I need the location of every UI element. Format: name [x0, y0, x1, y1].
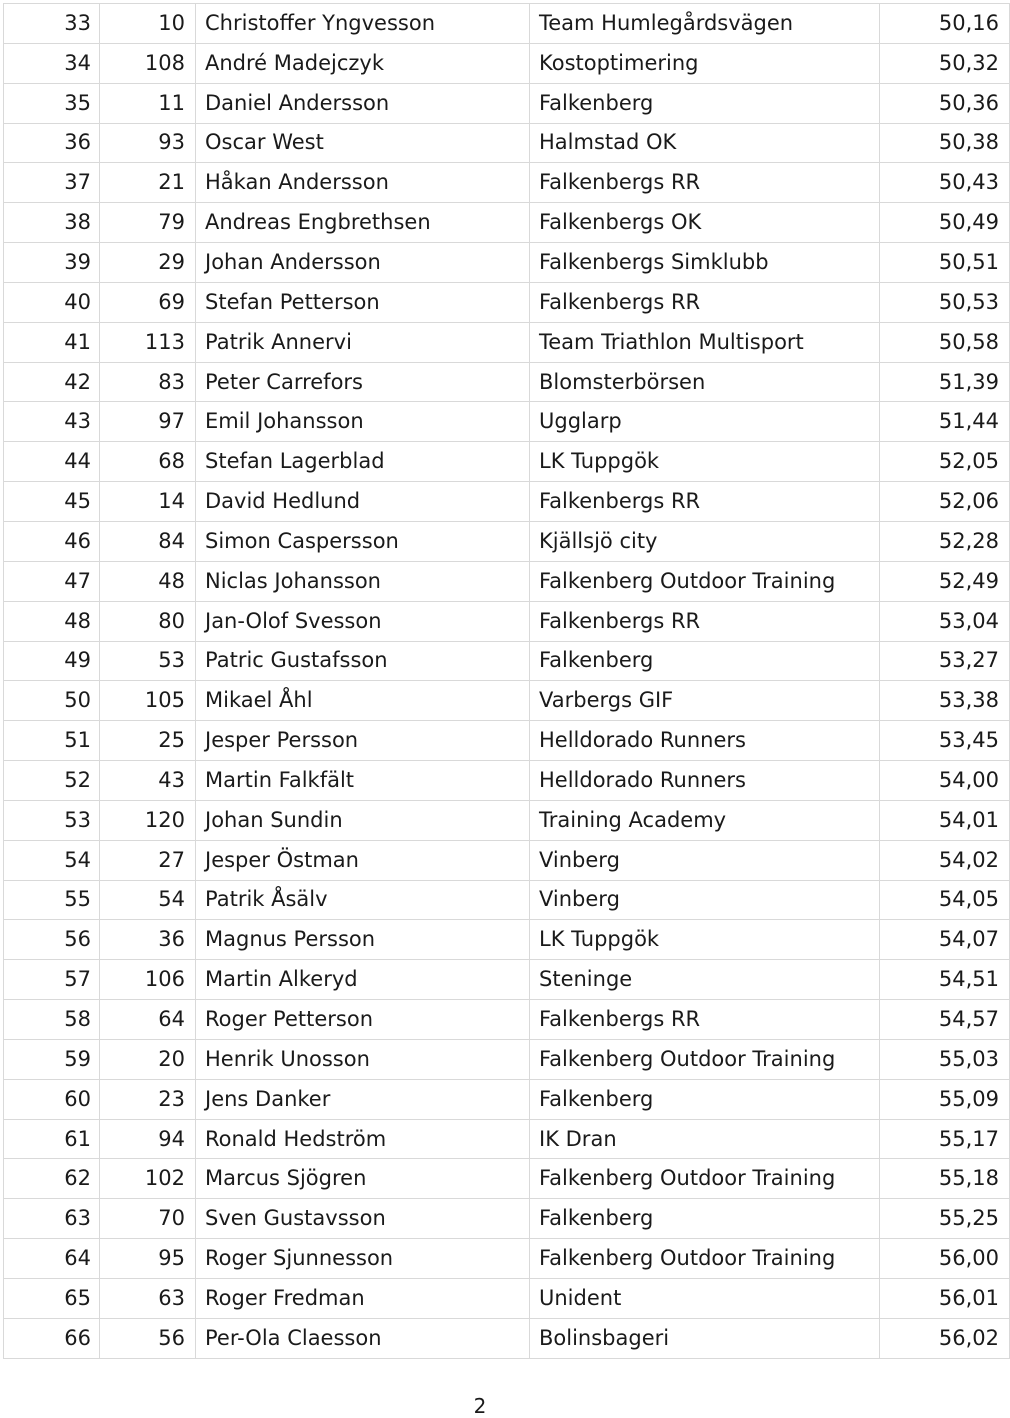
- club-cell: Falkenberg: [530, 1199, 880, 1239]
- runner-name-cell: Ronald Hedström: [196, 1119, 530, 1159]
- place-cell: 60: [4, 1079, 100, 1119]
- finish-time-cell: 56,00: [880, 1239, 1010, 1279]
- bib-number-cell: 105: [100, 681, 196, 721]
- runner-name-cell: Oscar West: [196, 123, 530, 163]
- finish-time-cell: 50,51: [880, 243, 1010, 283]
- bib-number-cell: 56: [100, 1318, 196, 1358]
- club-cell: Falkenberg Outdoor Training: [530, 1239, 880, 1279]
- table-row: [4, 163, 1010, 203]
- bib-number-cell: 106: [100, 960, 196, 1000]
- bib-number-cell: 79: [100, 203, 196, 243]
- finish-time-cell: 52,05: [880, 442, 1010, 482]
- runner-name-cell: Stefan Petterson: [196, 282, 530, 322]
- club-cell: Varbergs GIF: [530, 681, 880, 721]
- finish-time-cell: 55,09: [880, 1079, 1010, 1119]
- club-cell: Halmstad OK: [530, 123, 880, 163]
- club-cell: LK Tuppgök: [530, 442, 880, 482]
- runner-name-cell: Mikael Åhl: [196, 681, 530, 721]
- table-row: [4, 960, 1010, 1000]
- runner-name-cell: Jan-Olof Svesson: [196, 601, 530, 641]
- table-row: [4, 1318, 1010, 1358]
- bib-number-cell: 25: [100, 721, 196, 761]
- club-cell: Unident: [530, 1279, 880, 1319]
- club-cell: Vinberg: [530, 840, 880, 880]
- table-row: [4, 721, 1010, 761]
- runner-name-cell: Marcus Sjögren: [196, 1159, 530, 1199]
- table-row: [4, 761, 1010, 801]
- table-row: [4, 123, 1010, 163]
- page-number: 2: [473, 1394, 487, 1418]
- place-cell: 53: [4, 800, 100, 840]
- runner-name-cell: Roger Sjunnesson: [196, 1239, 530, 1279]
- place-cell: 35: [4, 83, 100, 123]
- place-cell: 56: [4, 920, 100, 960]
- runner-name-cell: Magnus Persson: [196, 920, 530, 960]
- runner-name-cell: Daniel Andersson: [196, 83, 530, 123]
- results-table-body: [4, 4, 1010, 1359]
- place-cell: 51: [4, 721, 100, 761]
- bib-number-cell: 23: [100, 1079, 196, 1119]
- place-cell: 43: [4, 402, 100, 442]
- club-cell: Falkenberg: [530, 83, 880, 123]
- table-row: [4, 282, 1010, 322]
- bib-number-cell: 29: [100, 243, 196, 283]
- club-cell: Team Triathlon Multisport: [530, 322, 880, 362]
- runner-name-cell: Håkan Andersson: [196, 163, 530, 203]
- bib-number-cell: 95: [100, 1239, 196, 1279]
- place-cell: 47: [4, 561, 100, 601]
- finish-time-cell: 56,01: [880, 1279, 1010, 1319]
- table-row: [4, 641, 1010, 681]
- club-cell: Falkenbergs RR: [530, 601, 880, 641]
- finish-time-cell: 56,02: [880, 1318, 1010, 1358]
- runner-name-cell: Simon Caspersson: [196, 521, 530, 561]
- place-cell: 41: [4, 322, 100, 362]
- place-cell: 62: [4, 1159, 100, 1199]
- bib-number-cell: 69: [100, 282, 196, 322]
- place-cell: 66: [4, 1318, 100, 1358]
- bib-number-cell: 68: [100, 442, 196, 482]
- club-cell: Team Humlegårdsvägen: [530, 4, 880, 44]
- table-row: [4, 4, 1010, 44]
- bib-number-cell: 43: [100, 761, 196, 801]
- table-row: [4, 43, 1010, 83]
- bib-number-cell: 80: [100, 601, 196, 641]
- runner-name-cell: Emil Johansson: [196, 402, 530, 442]
- place-cell: 59: [4, 1039, 100, 1079]
- finish-time-cell: 51,39: [880, 362, 1010, 402]
- runner-name-cell: Peter Carrefors: [196, 362, 530, 402]
- place-cell: 61: [4, 1119, 100, 1159]
- finish-time-cell: 54,02: [880, 840, 1010, 880]
- club-cell: LK Tuppgök: [530, 920, 880, 960]
- runner-name-cell: Jens Danker: [196, 1079, 530, 1119]
- finish-time-cell: 52,28: [880, 521, 1010, 561]
- runner-name-cell: André Madejczyk: [196, 43, 530, 83]
- runner-name-cell: Stefan Lagerblad: [196, 442, 530, 482]
- table-row: [4, 1159, 1010, 1199]
- finish-time-cell: 55,03: [880, 1039, 1010, 1079]
- place-cell: 37: [4, 163, 100, 203]
- table-row: [4, 800, 1010, 840]
- place-cell: 33: [4, 4, 100, 44]
- finish-time-cell: 50,49: [880, 203, 1010, 243]
- bib-number-cell: 108: [100, 43, 196, 83]
- table-row: [4, 203, 1010, 243]
- bib-number-cell: 14: [100, 482, 196, 522]
- bib-number-cell: 70: [100, 1199, 196, 1239]
- finish-time-cell: 55,18: [880, 1159, 1010, 1199]
- table-row: [4, 243, 1010, 283]
- finish-time-cell: 55,17: [880, 1119, 1010, 1159]
- table-row: [4, 840, 1010, 880]
- club-cell: Vinberg: [530, 880, 880, 920]
- club-cell: Training Academy: [530, 800, 880, 840]
- bib-number-cell: 120: [100, 800, 196, 840]
- table-row: [4, 442, 1010, 482]
- table-row: [4, 362, 1010, 402]
- finish-time-cell: 54,00: [880, 761, 1010, 801]
- bib-number-cell: 27: [100, 840, 196, 880]
- table-row: [4, 681, 1010, 721]
- runner-name-cell: Patric Gustafsson: [196, 641, 530, 681]
- runner-name-cell: Patrik Åsälv: [196, 880, 530, 920]
- finish-time-cell: 50,16: [880, 4, 1010, 44]
- place-cell: 58: [4, 1000, 100, 1040]
- club-cell: Falkenberg: [530, 641, 880, 681]
- finish-time-cell: 53,27: [880, 641, 1010, 681]
- bib-number-cell: 11: [100, 83, 196, 123]
- finish-time-cell: 54,57: [880, 1000, 1010, 1040]
- club-cell: Falkenberg Outdoor Training: [530, 1159, 880, 1199]
- runner-name-cell: Andreas Engbrethsen: [196, 203, 530, 243]
- table-row: [4, 1119, 1010, 1159]
- runner-name-cell: Niclas Johansson: [196, 561, 530, 601]
- place-cell: 40: [4, 282, 100, 322]
- club-cell: Bolinsbageri: [530, 1318, 880, 1358]
- place-cell: 52: [4, 761, 100, 801]
- club-cell: Falkenberg Outdoor Training: [530, 1039, 880, 1079]
- place-cell: 44: [4, 442, 100, 482]
- bib-number-cell: 10: [100, 4, 196, 44]
- table-row: [4, 1199, 1010, 1239]
- bib-number-cell: 102: [100, 1159, 196, 1199]
- table-row: [4, 322, 1010, 362]
- finish-time-cell: 55,25: [880, 1199, 1010, 1239]
- place-cell: 57: [4, 960, 100, 1000]
- finish-time-cell: 50,58: [880, 322, 1010, 362]
- bib-number-cell: 83: [100, 362, 196, 402]
- runner-name-cell: Roger Petterson: [196, 1000, 530, 1040]
- place-cell: 55: [4, 880, 100, 920]
- runner-name-cell: Christoffer Yngvesson: [196, 4, 530, 44]
- bib-number-cell: 53: [100, 641, 196, 681]
- bib-number-cell: 36: [100, 920, 196, 960]
- bib-number-cell: 48: [100, 561, 196, 601]
- place-cell: 45: [4, 482, 100, 522]
- club-cell: Falkenberg Outdoor Training: [530, 561, 880, 601]
- bib-number-cell: 93: [100, 123, 196, 163]
- finish-time-cell: 54,05: [880, 880, 1010, 920]
- place-cell: 63: [4, 1199, 100, 1239]
- finish-time-cell: 53,45: [880, 721, 1010, 761]
- club-cell: Falkenberg: [530, 1079, 880, 1119]
- bib-number-cell: 21: [100, 163, 196, 203]
- bib-number-cell: 97: [100, 402, 196, 442]
- place-cell: 50: [4, 681, 100, 721]
- bib-number-cell: 94: [100, 1119, 196, 1159]
- table-row: [4, 1000, 1010, 1040]
- bib-number-cell: 20: [100, 1039, 196, 1079]
- bib-number-cell: 54: [100, 880, 196, 920]
- runner-name-cell: Martin Alkeryd: [196, 960, 530, 1000]
- bib-number-cell: 113: [100, 322, 196, 362]
- place-cell: 46: [4, 521, 100, 561]
- club-cell: Falkenbergs Simklubb: [530, 243, 880, 283]
- runner-name-cell: Johan Andersson: [196, 243, 530, 283]
- table-row: [4, 1239, 1010, 1279]
- finish-time-cell: 52,49: [880, 561, 1010, 601]
- club-cell: Steninge: [530, 960, 880, 1000]
- runner-name-cell: Patrik Annervi: [196, 322, 530, 362]
- table-row: [4, 1039, 1010, 1079]
- results-table: [3, 3, 1010, 1359]
- place-cell: 48: [4, 601, 100, 641]
- runner-name-cell: Martin Falkfält: [196, 761, 530, 801]
- place-cell: 49: [4, 641, 100, 681]
- club-cell: Kjällsjö city: [530, 521, 880, 561]
- finish-time-cell: 50,32: [880, 43, 1010, 83]
- club-cell: Falkenbergs RR: [530, 282, 880, 322]
- club-cell: Falkenbergs OK: [530, 203, 880, 243]
- club-cell: Falkenbergs RR: [530, 482, 880, 522]
- place-cell: 42: [4, 362, 100, 402]
- runner-name-cell: Johan Sundin: [196, 800, 530, 840]
- finish-time-cell: 50,43: [880, 163, 1010, 203]
- finish-time-cell: 51,44: [880, 402, 1010, 442]
- finish-time-cell: 50,53: [880, 282, 1010, 322]
- runner-name-cell: Jesper Persson: [196, 721, 530, 761]
- table-row: [4, 521, 1010, 561]
- runner-name-cell: Per-Ola Claesson: [196, 1318, 530, 1358]
- table-row: [4, 83, 1010, 123]
- table-row: [4, 402, 1010, 442]
- runner-name-cell: Jesper Östman: [196, 840, 530, 880]
- runner-name-cell: Henrik Unosson: [196, 1039, 530, 1079]
- table-row: [4, 1279, 1010, 1319]
- place-cell: 54: [4, 840, 100, 880]
- club-cell: Falkenbergs RR: [530, 1000, 880, 1040]
- finish-time-cell: 53,04: [880, 601, 1010, 641]
- club-cell: Falkenbergs RR: [530, 163, 880, 203]
- table-row: [4, 880, 1010, 920]
- finish-time-cell: 52,06: [880, 482, 1010, 522]
- place-cell: 65: [4, 1279, 100, 1319]
- place-cell: 64: [4, 1239, 100, 1279]
- runner-name-cell: Sven Gustavsson: [196, 1199, 530, 1239]
- club-cell: Kostoptimering: [530, 43, 880, 83]
- place-cell: 36: [4, 123, 100, 163]
- bib-number-cell: 84: [100, 521, 196, 561]
- table-row: [4, 1079, 1010, 1119]
- table-row: [4, 561, 1010, 601]
- bib-number-cell: 64: [100, 1000, 196, 1040]
- table-row: [4, 920, 1010, 960]
- club-cell: Helldorado Runners: [530, 721, 880, 761]
- club-cell: Ugglarp: [530, 402, 880, 442]
- club-cell: IK Dran: [530, 1119, 880, 1159]
- place-cell: 39: [4, 243, 100, 283]
- runner-name-cell: David Hedlund: [196, 482, 530, 522]
- finish-time-cell: 54,01: [880, 800, 1010, 840]
- finish-time-cell: 54,07: [880, 920, 1010, 960]
- club-cell: Blomsterbörsen: [530, 362, 880, 402]
- place-cell: 38: [4, 203, 100, 243]
- finish-time-cell: 54,51: [880, 960, 1010, 1000]
- table-row: [4, 482, 1010, 522]
- finish-time-cell: 50,38: [880, 123, 1010, 163]
- table-row: [4, 601, 1010, 641]
- club-cell: Helldorado Runners: [530, 761, 880, 801]
- finish-time-cell: 50,36: [880, 83, 1010, 123]
- finish-time-cell: 53,38: [880, 681, 1010, 721]
- runner-name-cell: Roger Fredman: [196, 1279, 530, 1319]
- place-cell: 34: [4, 43, 100, 83]
- bib-number-cell: 63: [100, 1279, 196, 1319]
